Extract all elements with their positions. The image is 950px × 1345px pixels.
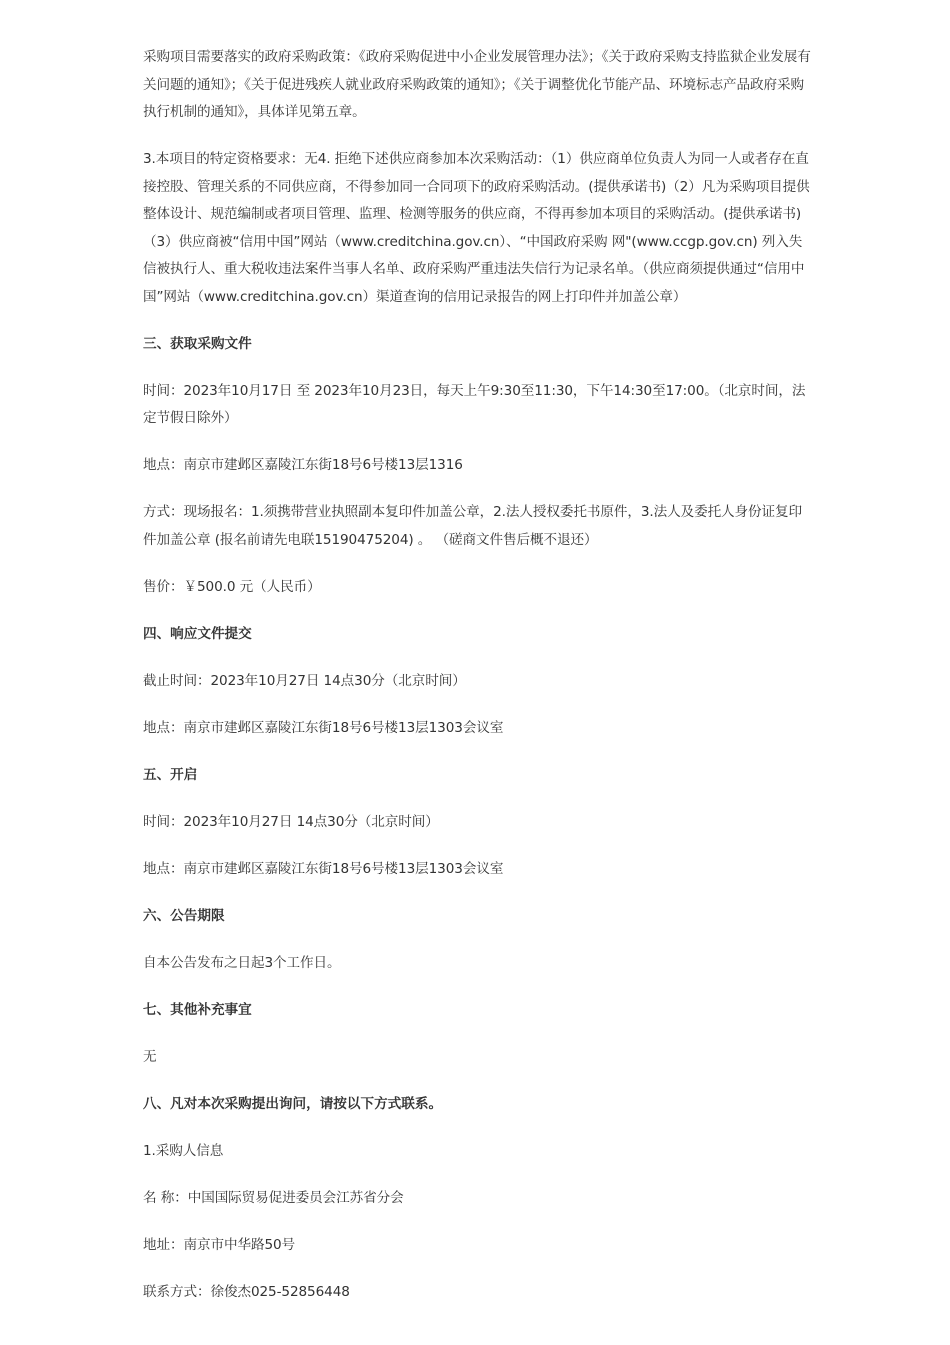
acquire-time: 时间：2023年10月17日 至 2023年10月23日，每天上午9:30至11:30，下午14:30至17:00。（北京时间，法定节假日除外） <box>143 382 806 426</box>
section-8-heading: 八、凡对本次采购提出询问，请按以下方式联系。 <box>143 1095 443 1112</box>
section-3-heading: 三、获取采购文件 <box>143 335 252 352</box>
notice-period: 自本公告发布之日起3个工作日。 <box>143 954 341 971</box>
purchaser-contact: 联系方式：徐俊杰025-52856448 <box>143 1283 350 1300</box>
acquire-price: 售价：￥500.0 元（人民币） <box>143 578 321 595</box>
supplementary-text: 无 <box>143 1048 157 1065</box>
acquire-method: 方式：现场报名：1.须携带营业执照副本复印件加盖公章，2.法人授权委托书原件，3.法人及委托人身份证复印件加盖公章 (报名前请先电联15190475204) 。 （磋商文件售后概不退还） <box>143 504 803 548</box>
purchaser-info-title: 1.采购人信息 <box>143 1142 224 1159</box>
submit-place: 地点：南京市建邺区嘉陵江东街18号6号楼13层1303会议室 <box>143 719 504 736</box>
purchaser-name: 名 称：中国国际贸易促进委员会江苏省分会 <box>143 1189 404 1206</box>
acquire-place: 地点：南京市建邺区嘉陵江东街18号6号楼13层1316 <box>143 457 463 473</box>
announcement-body <box>143 44 815 1306</box>
section-5-heading: 五、开启 <box>143 766 198 783</box>
open-time: 时间：2023年10月27日 14点30分（北京时间） <box>143 813 439 830</box>
qualification-paragraph: 3.本项目的特定资格要求：无4. 拒绝下述供应商参加本次采购活动：（1）供应商单位负责人为同一人或者存在直接控股、管理关系的不同供应商，不得参加同一合同项下的政府采购活动。(提供承诺书)（2）凡为采购项目提供整体设计、规范编制或者项目管理、监理、检测等服务的供应商，不得再参加本项目的采购活动。(提供承诺书)（3）供应商被“信用中国”网站（www.creditchina.gov.cn）、“中国政府采购 网"(www.ccgp.gov.cn) 列入失信被执行人、重大税收违法案件当事人名单、政府采购严重违法失信行为记录名单。（供应商须提供通过“信用中国”网站（www.creditchina.gov.cn）渠道查询的信用记录报告的网上打印件并加盖公章） <box>143 151 810 305</box>
section-6-heading: 六、公告期限 <box>143 907 225 924</box>
section-7-heading: 七、其他补充事宜 <box>143 1001 252 1018</box>
purchaser-address: 地址：南京市中华路50号 <box>143 1236 296 1253</box>
policy-paragraph: 采购项目需要落实的政府采购政策：《政府采购促进中小企业发展管理办法》；《关于政府采购支持监狱企业发展有关问题的通知》；《关于促进残疾人就业政府采购政策的通知》；《关于调整优化节能产品、环境标志产品政府采购执行机制的通知》，具体详见第五章。 <box>143 49 811 120</box>
section-4-heading: 四、响应文件提交 <box>143 625 252 642</box>
submit-deadline: 截止时间：2023年10月27日 14点30分（北京时间） <box>143 672 466 689</box>
open-place: 地点：南京市建邺区嘉陵江东街18号6号楼13层1303会议室 <box>143 860 504 877</box>
